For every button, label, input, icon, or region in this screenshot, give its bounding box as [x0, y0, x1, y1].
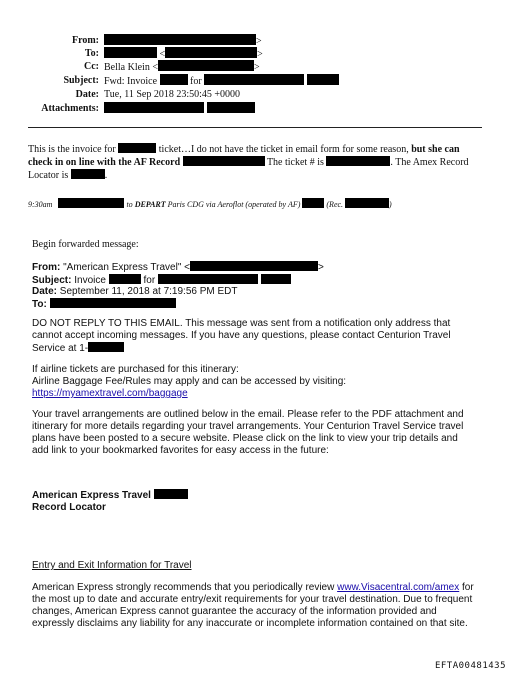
redaction	[207, 102, 255, 113]
redaction	[165, 47, 257, 58]
redaction	[158, 60, 254, 71]
redaction	[158, 274, 258, 284]
header-subject-label: Subject:	[63, 75, 99, 86]
header-date-value: Tue, 11 Sep 2018 23:50:45 +0000	[104, 89, 241, 100]
redaction	[88, 342, 124, 352]
redaction	[58, 198, 124, 208]
entry-exit-paragraph: American Express strongly recommends that you periodically review www.Visacentral.com/amex for the most up to date and accurate entry/exit requirements for your travel destination. Due to frequent changes, American Express cannot guarantee the accuracy of the information provided and expressly disclaims any liability for any inaccurate or incomplete information contained on that site.	[32, 582, 474, 629]
redaction	[104, 102, 204, 113]
forwarder-note: This is the invoice for ticket…I do not have the ticket in email form for some reason, but she can check in on line with the AF Record The ticket # is . The Amex Record Locator is .	[28, 144, 469, 181]
baggage-link[interactable]: https://myamextravel.com/baggage	[32, 388, 188, 399]
header-subject-row: Subject: Fwd: Invoice for	[0, 74, 512, 88]
redaction	[160, 74, 188, 85]
forwarded-header: From: "American Express Travel" < > Subject: Invoice for Date: September 11, 2018 at 7:19:56 PM EDT To:	[32, 262, 324, 310]
visacentral-link[interactable]: www.Visacentral.com/amex	[337, 582, 460, 593]
redaction	[104, 47, 157, 58]
flight-line: 9:30am to DEPART Paris CDG via Aeroflot (operated by AF) (Rec. )	[28, 200, 392, 209]
redaction	[302, 198, 324, 208]
redaction	[71, 169, 105, 179]
redaction	[50, 298, 176, 308]
redaction	[183, 156, 265, 166]
header-attachments-row	[0, 102, 512, 116]
arrangements-paragraph: Your travel arrangements are outlined below in the email. Please refer to the PDF attachment and itinerary for more details regarding your travel arrangements. Your Centurion Travel Service travel plans have been posted to a secure website. Please click on the link to view your trip details and add link to your bookmarked favorites for easy access in the future:	[32, 409, 464, 456]
redaction	[204, 74, 304, 85]
redaction	[118, 143, 156, 153]
header-date-row	[0, 88, 512, 102]
header-to-row: To: < >	[84, 48, 263, 60]
header-from-label: From:	[71, 35, 99, 46]
redaction	[190, 261, 318, 271]
baggage-paragraph: If airline tickets are purchased for this itinerary: Airline Baggage Fee/Rules may apply and can be accessed by visiting: https://myamextravel.com/baggage	[32, 364, 347, 399]
header-divider	[28, 127, 482, 128]
redaction	[104, 34, 256, 45]
bates-number: EFTA00481435	[434, 661, 506, 671]
redaction	[109, 274, 141, 284]
no-reply-paragraph: DO NOT REPLY TO THIS EMAIL. This message was sent from a notification only address that cannot accept incoming messages. If you have any questions, please contact Centurion Travel Service at 1-	[32, 318, 451, 354]
header-cc-label: Cc:	[84, 61, 99, 72]
redaction	[154, 489, 188, 499]
header-to-label: To:	[84, 48, 99, 59]
record-locator-block: American Express Travel Record Locator	[32, 489, 188, 514]
entry-exit-heading: Entry and Exit Information for Travel	[32, 560, 192, 571]
header-cc-value: Bella Klein <	[104, 62, 158, 73]
flight-time: 9:30am	[28, 200, 53, 209]
header-cc-row: Cc: Bella Klein < >	[84, 61, 260, 73]
header-from-row: From: >	[71, 35, 262, 47]
header-attachments-label: Attachments:	[41, 103, 99, 114]
redaction	[261, 274, 291, 284]
redaction	[326, 156, 390, 166]
begin-forwarded-label: Begin forwarded message:	[32, 239, 139, 250]
redaction	[307, 74, 339, 85]
redaction	[345, 198, 389, 208]
header-date-label: Date:	[75, 89, 99, 100]
header-subject-value: Fwd: Invoice	[104, 76, 158, 87]
